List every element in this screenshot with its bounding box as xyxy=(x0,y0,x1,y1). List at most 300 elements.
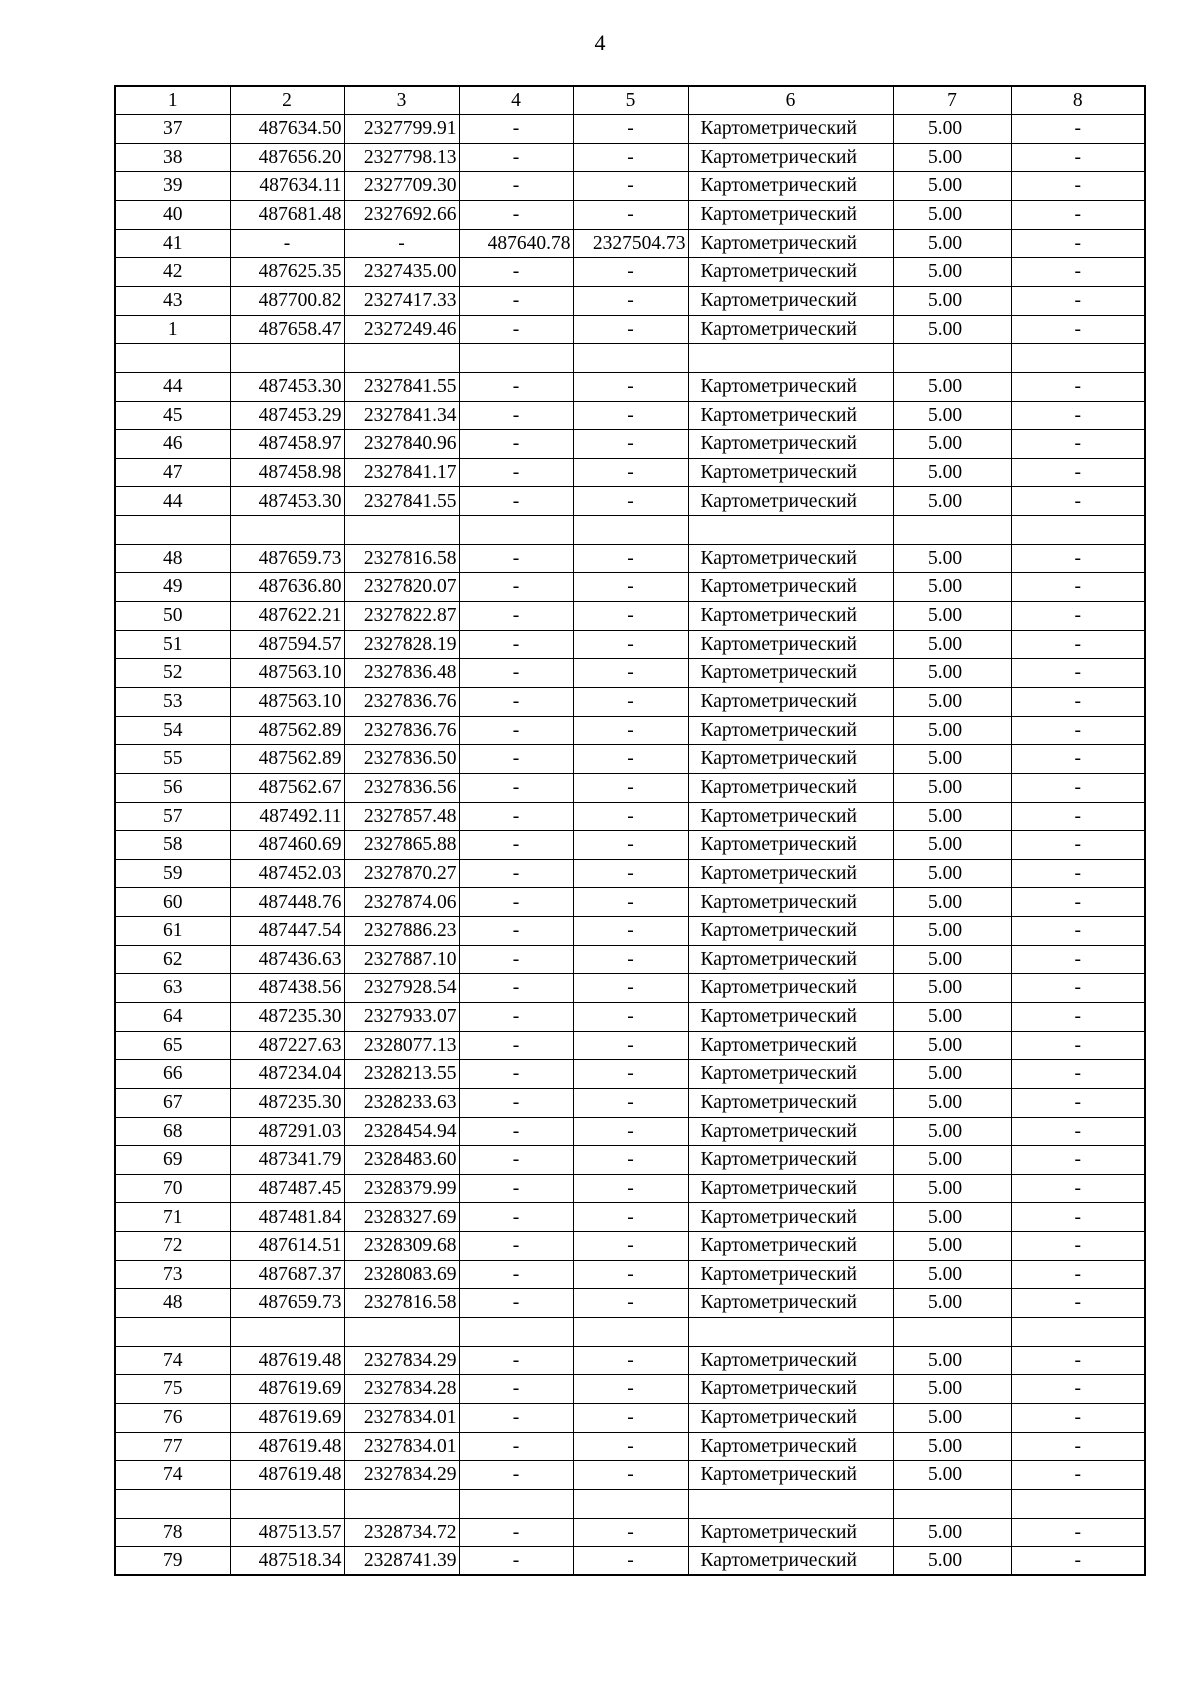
cell-y-coordinate: 2327834.01 xyxy=(344,1432,459,1461)
cell-x-coordinate-alt: - xyxy=(459,602,573,631)
cell-x-coordinate-alt: - xyxy=(459,458,573,487)
cell-point-number: 68 xyxy=(115,1117,230,1146)
cell-accuracy: 5.00 xyxy=(893,315,1011,344)
cell-determination-method: Картометрический xyxy=(688,1232,893,1261)
cell-point-number: 42 xyxy=(115,258,230,287)
cell-x-coordinate: 487458.98 xyxy=(230,458,344,487)
cell-y-coordinate: 2328083.69 xyxy=(344,1260,459,1289)
cell-y-coordinate-alt: - xyxy=(573,1432,688,1461)
cell-y-coordinate-alt: - xyxy=(573,1518,688,1547)
cell-description: - xyxy=(1011,115,1145,144)
cell-description: - xyxy=(1011,1518,1145,1547)
cell-accuracy: 5.00 xyxy=(893,1146,1011,1175)
table-row xyxy=(115,172,1145,201)
cell-description: - xyxy=(1011,1432,1145,1461)
cell-point-number: 40 xyxy=(115,201,230,230)
column-header-accuracy: 7 xyxy=(893,86,1011,115)
cell-y-coordinate: 2328327.69 xyxy=(344,1203,459,1232)
table-row xyxy=(115,1318,1145,1347)
cell-accuracy: 5.00 xyxy=(893,143,1011,172)
cell-y-coordinate: 2327799.91 xyxy=(344,115,459,144)
table-row xyxy=(115,1461,1145,1490)
cell-description: - xyxy=(1011,888,1145,917)
cell-determination-method: Картометрический xyxy=(688,1117,893,1146)
table-row xyxy=(115,344,1145,373)
column-header-y-coordinate-alt: 5 xyxy=(573,86,688,115)
table-row xyxy=(115,659,1145,688)
cell-x-coordinate: 487658.47 xyxy=(230,315,344,344)
table-row xyxy=(115,115,1145,144)
cell-point-number: 60 xyxy=(115,888,230,917)
cell-determination-method: Картометрический xyxy=(688,143,893,172)
cell-determination-method: Картометрический xyxy=(688,1060,893,1089)
cell-accuracy: 5.00 xyxy=(893,1203,1011,1232)
cell-x-coordinate-alt: - xyxy=(459,659,573,688)
cell-y-coordinate: 2327836.76 xyxy=(344,687,459,716)
cell-determination-method: Картометрический xyxy=(688,1203,893,1232)
cell-point-number: 63 xyxy=(115,974,230,1003)
table-row xyxy=(115,1088,1145,1117)
cell-description: - xyxy=(1011,1375,1145,1404)
cell-x-coordinate-alt: - xyxy=(459,1088,573,1117)
cell-point-number xyxy=(115,516,230,545)
cell-determination-method: Картометрический xyxy=(688,487,893,516)
cell-accuracy xyxy=(893,344,1011,373)
cell-y-coordinate: - xyxy=(344,229,459,258)
cell-x-coordinate: 487458.97 xyxy=(230,430,344,459)
cell-description: - xyxy=(1011,1146,1145,1175)
cell-y-coordinate-alt: - xyxy=(573,802,688,831)
cell-description xyxy=(1011,1489,1145,1518)
cell-description: - xyxy=(1011,859,1145,888)
cell-accuracy: 5.00 xyxy=(893,773,1011,802)
cell-y-coordinate: 2327840.96 xyxy=(344,430,459,459)
cell-point-number: 67 xyxy=(115,1088,230,1117)
cell-point-number xyxy=(115,344,230,373)
table-row xyxy=(115,917,1145,946)
cell-description: - xyxy=(1011,773,1145,802)
cell-description: - xyxy=(1011,372,1145,401)
cell-x-coordinate-alt: - xyxy=(459,974,573,1003)
cell-y-coordinate-alt: - xyxy=(573,143,688,172)
cell-accuracy: 5.00 xyxy=(893,1346,1011,1375)
cell-point-number: 73 xyxy=(115,1260,230,1289)
cell-accuracy: 5.00 xyxy=(893,229,1011,258)
cell-y-coordinate: 2327834.29 xyxy=(344,1346,459,1375)
cell-description: - xyxy=(1011,1088,1145,1117)
cell-description: - xyxy=(1011,945,1145,974)
cell-x-coordinate: 487634.50 xyxy=(230,115,344,144)
cell-x-coordinate: 487622.21 xyxy=(230,602,344,631)
cell-x-coordinate-alt: - xyxy=(459,1289,573,1318)
cell-x-coordinate-alt: - xyxy=(459,1031,573,1060)
cell-determination-method: Картометрический xyxy=(688,802,893,831)
cell-x-coordinate-alt: - xyxy=(459,1260,573,1289)
cell-accuracy xyxy=(893,516,1011,545)
cell-x-coordinate-alt: - xyxy=(459,1432,573,1461)
cell-x-coordinate-alt: - xyxy=(459,773,573,802)
cell-accuracy: 5.00 xyxy=(893,687,1011,716)
cell-point-number: 74 xyxy=(115,1346,230,1375)
cell-y-coordinate: 2327887.10 xyxy=(344,945,459,974)
cell-x-coordinate-alt xyxy=(459,516,573,545)
cell-x-coordinate-alt: - xyxy=(459,1003,573,1032)
cell-y-coordinate-alt xyxy=(573,344,688,373)
table-row xyxy=(115,773,1145,802)
column-header-x-coordinate: 2 xyxy=(230,86,344,115)
cell-y-coordinate: 2328309.68 xyxy=(344,1232,459,1261)
cell-description: - xyxy=(1011,1461,1145,1490)
cell-determination-method: Картометрический xyxy=(688,286,893,315)
cell-x-coordinate xyxy=(230,344,344,373)
cell-y-coordinate-alt: - xyxy=(573,1547,688,1576)
cell-accuracy xyxy=(893,1318,1011,1347)
cell-description: - xyxy=(1011,315,1145,344)
cell-description: - xyxy=(1011,1232,1145,1261)
table-row xyxy=(115,859,1145,888)
cell-y-coordinate xyxy=(344,1318,459,1347)
cell-y-coordinate-alt: - xyxy=(573,888,688,917)
cell-description: - xyxy=(1011,602,1145,631)
cell-description: - xyxy=(1011,201,1145,230)
cell-point-number: 48 xyxy=(115,544,230,573)
cell-determination-method: Картометрический xyxy=(688,401,893,430)
table-row xyxy=(115,831,1145,860)
cell-description: - xyxy=(1011,1346,1145,1375)
cell-y-coordinate-alt: - xyxy=(573,745,688,774)
cell-point-number: 39 xyxy=(115,172,230,201)
cell-determination-method: Картометрический xyxy=(688,1289,893,1318)
cell-y-coordinate-alt: - xyxy=(573,1346,688,1375)
cell-x-coordinate: 487453.30 xyxy=(230,372,344,401)
table-row xyxy=(115,1203,1145,1232)
table-row xyxy=(115,143,1145,172)
cell-determination-method: Картометрический xyxy=(688,372,893,401)
cell-x-coordinate: 487513.57 xyxy=(230,1518,344,1547)
cell-x-coordinate: 487700.82 xyxy=(230,286,344,315)
cell-x-coordinate-alt xyxy=(459,1318,573,1347)
cell-x-coordinate: 487687.37 xyxy=(230,1260,344,1289)
cell-accuracy: 5.00 xyxy=(893,888,1011,917)
cell-x-coordinate-alt: 487640.78 xyxy=(459,229,573,258)
cell-y-coordinate-alt: - xyxy=(573,1289,688,1318)
cell-y-coordinate-alt: - xyxy=(573,831,688,860)
cell-determination-method: Картометрический xyxy=(688,831,893,860)
cell-y-coordinate-alt: - xyxy=(573,859,688,888)
cell-determination-method: Картометрический xyxy=(688,1146,893,1175)
cell-y-coordinate-alt: - xyxy=(573,917,688,946)
cell-y-coordinate-alt: - xyxy=(573,1203,688,1232)
cell-x-coordinate-alt: - xyxy=(459,143,573,172)
cell-accuracy: 5.00 xyxy=(893,1375,1011,1404)
cell-y-coordinate: 2327841.55 xyxy=(344,487,459,516)
cell-y-coordinate-alt: - xyxy=(573,1146,688,1175)
cell-y-coordinate: 2327249.46 xyxy=(344,315,459,344)
cell-determination-method: Картометрический xyxy=(688,1003,893,1032)
cell-x-coordinate-alt: - xyxy=(459,1060,573,1089)
cell-x-coordinate: 487518.34 xyxy=(230,1547,344,1576)
cell-x-coordinate-alt: - xyxy=(459,1547,573,1576)
cell-y-coordinate-alt: - xyxy=(573,1375,688,1404)
cell-x-coordinate xyxy=(230,516,344,545)
table-row xyxy=(115,258,1145,287)
cell-determination-method: Картометрический xyxy=(688,201,893,230)
cell-x-coordinate: 487341.79 xyxy=(230,1146,344,1175)
cell-y-coordinate: 2328741.39 xyxy=(344,1547,459,1576)
cell-accuracy: 5.00 xyxy=(893,1432,1011,1461)
cell-determination-method xyxy=(688,344,893,373)
cell-point-number: 57 xyxy=(115,802,230,831)
cell-y-coordinate: 2327928.54 xyxy=(344,974,459,1003)
cell-y-coordinate-alt: - xyxy=(573,1088,688,1117)
table-row xyxy=(115,888,1145,917)
cell-point-number: 49 xyxy=(115,573,230,602)
cell-accuracy: 5.00 xyxy=(893,1461,1011,1490)
table-row xyxy=(115,1547,1145,1576)
cell-point-number: 51 xyxy=(115,630,230,659)
cell-point-number: 65 xyxy=(115,1031,230,1060)
cell-x-coordinate-alt: - xyxy=(459,286,573,315)
cell-x-coordinate-alt xyxy=(459,1489,573,1518)
cell-determination-method: Картометрический xyxy=(688,1088,893,1117)
cell-y-coordinate: 2328454.94 xyxy=(344,1117,459,1146)
cell-y-coordinate: 2328213.55 xyxy=(344,1060,459,1089)
cell-description xyxy=(1011,1318,1145,1347)
cell-y-coordinate-alt: - xyxy=(573,1117,688,1146)
table-row xyxy=(115,286,1145,315)
cell-y-coordinate-alt: - xyxy=(573,172,688,201)
cell-y-coordinate xyxy=(344,1489,459,1518)
cell-x-coordinate: 487492.11 xyxy=(230,802,344,831)
cell-determination-method: Картометрический xyxy=(688,172,893,201)
cell-y-coordinate: 2327886.23 xyxy=(344,917,459,946)
cell-y-coordinate-alt: - xyxy=(573,974,688,1003)
cell-point-number: 71 xyxy=(115,1203,230,1232)
cell-determination-method: Картометрический xyxy=(688,458,893,487)
cell-description: - xyxy=(1011,1260,1145,1289)
cell-y-coordinate: 2327836.50 xyxy=(344,745,459,774)
cell-accuracy: 5.00 xyxy=(893,201,1011,230)
cell-y-coordinate-alt: - xyxy=(573,286,688,315)
cell-determination-method: Картометрический xyxy=(688,917,893,946)
cell-y-coordinate-alt: - xyxy=(573,1031,688,1060)
cell-x-coordinate-alt: - xyxy=(459,1461,573,1490)
cell-point-number: 62 xyxy=(115,945,230,974)
cell-x-coordinate xyxy=(230,1318,344,1347)
cell-y-coordinate: 2328077.13 xyxy=(344,1031,459,1060)
cell-accuracy: 5.00 xyxy=(893,859,1011,888)
cell-x-coordinate-alt: - xyxy=(459,716,573,745)
cell-determination-method: Картометрический xyxy=(688,1031,893,1060)
cell-y-coordinate-alt: - xyxy=(573,659,688,688)
cell-y-coordinate-alt: - xyxy=(573,1232,688,1261)
cell-y-coordinate: 2327828.19 xyxy=(344,630,459,659)
cell-point-number: 52 xyxy=(115,659,230,688)
cell-x-coordinate: 487438.56 xyxy=(230,974,344,1003)
cell-description: - xyxy=(1011,802,1145,831)
cell-point-number: 54 xyxy=(115,716,230,745)
cell-y-coordinate: 2327841.34 xyxy=(344,401,459,430)
table-row xyxy=(115,1003,1145,1032)
column-header-determination-method: 6 xyxy=(688,86,893,115)
cell-point-number: 79 xyxy=(115,1547,230,1576)
table-row xyxy=(115,1232,1145,1261)
table-row xyxy=(115,372,1145,401)
cell-point-number: 61 xyxy=(115,917,230,946)
cell-accuracy: 5.00 xyxy=(893,831,1011,860)
cell-determination-method: Картометрический xyxy=(688,1260,893,1289)
cell-x-coordinate: 487562.89 xyxy=(230,716,344,745)
cell-determination-method: Картометрический xyxy=(688,888,893,917)
cell-determination-method: Картометрический xyxy=(688,258,893,287)
cell-description: - xyxy=(1011,401,1145,430)
cell-determination-method: Картометрический xyxy=(688,1461,893,1490)
cell-x-coordinate: 487291.03 xyxy=(230,1117,344,1146)
cell-accuracy: 5.00 xyxy=(893,115,1011,144)
cell-y-coordinate-alt: - xyxy=(573,1260,688,1289)
cell-x-coordinate: 487619.48 xyxy=(230,1461,344,1490)
cell-x-coordinate: 487634.11 xyxy=(230,172,344,201)
cell-point-number: 38 xyxy=(115,143,230,172)
cell-description: - xyxy=(1011,1174,1145,1203)
cell-accuracy: 5.00 xyxy=(893,172,1011,201)
cell-y-coordinate-alt: - xyxy=(573,602,688,631)
cell-accuracy: 5.00 xyxy=(893,945,1011,974)
cell-y-coordinate: 2327836.48 xyxy=(344,659,459,688)
cell-y-coordinate-alt: - xyxy=(573,716,688,745)
cell-x-coordinate-alt: - xyxy=(459,573,573,602)
table-row xyxy=(115,1346,1145,1375)
cell-x-coordinate: 487460.69 xyxy=(230,831,344,860)
table-row xyxy=(115,1146,1145,1175)
cell-point-number: 55 xyxy=(115,745,230,774)
cell-y-coordinate: 2327417.33 xyxy=(344,286,459,315)
cell-accuracy: 5.00 xyxy=(893,974,1011,1003)
cell-determination-method xyxy=(688,1318,893,1347)
cell-y-coordinate-alt: - xyxy=(573,258,688,287)
cell-x-coordinate: 487656.20 xyxy=(230,143,344,172)
cell-determination-method: Картометрический xyxy=(688,430,893,459)
cell-y-coordinate: 2327841.17 xyxy=(344,458,459,487)
cell-determination-method: Картометрический xyxy=(688,229,893,258)
cell-description: - xyxy=(1011,286,1145,315)
cell-description: - xyxy=(1011,458,1145,487)
cell-accuracy: 5.00 xyxy=(893,458,1011,487)
cell-x-coordinate xyxy=(230,1489,344,1518)
cell-x-coordinate-alt: - xyxy=(459,172,573,201)
cell-y-coordinate-alt: - xyxy=(573,458,688,487)
cell-x-coordinate: 487234.04 xyxy=(230,1060,344,1089)
cell-accuracy: 5.00 xyxy=(893,1403,1011,1432)
cell-x-coordinate-alt: - xyxy=(459,115,573,144)
cell-x-coordinate-alt: - xyxy=(459,372,573,401)
cell-determination-method: Картометрический xyxy=(688,630,893,659)
cell-x-coordinate: 487563.10 xyxy=(230,687,344,716)
cell-x-coordinate-alt: - xyxy=(459,430,573,459)
cell-description: - xyxy=(1011,917,1145,946)
cell-x-coordinate-alt: - xyxy=(459,945,573,974)
cell-y-coordinate: 2328379.99 xyxy=(344,1174,459,1203)
cell-y-coordinate-alt xyxy=(573,516,688,545)
cell-accuracy: 5.00 xyxy=(893,745,1011,774)
cell-x-coordinate: 487453.30 xyxy=(230,487,344,516)
cell-point-number: 70 xyxy=(115,1174,230,1203)
cell-accuracy: 5.00 xyxy=(893,573,1011,602)
cell-y-coordinate: 2327865.88 xyxy=(344,831,459,860)
cell-x-coordinate: 487447.54 xyxy=(230,917,344,946)
cell-determination-method: Картометрический xyxy=(688,544,893,573)
table-row xyxy=(115,1174,1145,1203)
cell-y-coordinate: 2327836.76 xyxy=(344,716,459,745)
table-row xyxy=(115,430,1145,459)
cell-accuracy: 5.00 xyxy=(893,430,1011,459)
cell-determination-method xyxy=(688,516,893,545)
cell-description: - xyxy=(1011,143,1145,172)
table-row xyxy=(115,544,1145,573)
table-row xyxy=(115,487,1145,516)
cell-determination-method: Картометрический xyxy=(688,974,893,1003)
cell-y-coordinate: 2327834.01 xyxy=(344,1403,459,1432)
cell-point-number: 50 xyxy=(115,602,230,631)
cell-accuracy: 5.00 xyxy=(893,1060,1011,1089)
cell-point-number: 69 xyxy=(115,1146,230,1175)
cell-description: - xyxy=(1011,172,1145,201)
cell-description: - xyxy=(1011,229,1145,258)
cell-description: - xyxy=(1011,745,1145,774)
cell-y-coordinate: 2328233.63 xyxy=(344,1088,459,1117)
cell-x-coordinate: 487594.57 xyxy=(230,630,344,659)
cell-x-coordinate-alt: - xyxy=(459,917,573,946)
cell-point-number: 75 xyxy=(115,1375,230,1404)
cell-determination-method: Картометрический xyxy=(688,115,893,144)
cell-y-coordinate: 2327857.48 xyxy=(344,802,459,831)
cell-x-coordinate: 487235.30 xyxy=(230,1088,344,1117)
cell-y-coordinate: 2327841.55 xyxy=(344,372,459,401)
table-row xyxy=(115,687,1145,716)
cell-y-coordinate-alt xyxy=(573,1318,688,1347)
cell-accuracy: 5.00 xyxy=(893,602,1011,631)
cell-determination-method: Картометрический xyxy=(688,1346,893,1375)
cell-accuracy: 5.00 xyxy=(893,487,1011,516)
cell-x-coordinate: 487563.10 xyxy=(230,659,344,688)
page-number: 4 xyxy=(594,30,606,55)
cell-determination-method: Картометрический xyxy=(688,1432,893,1461)
cell-determination-method: Картометрический xyxy=(688,1547,893,1576)
cell-determination-method: Картометрический xyxy=(688,602,893,631)
cell-x-coordinate-alt: - xyxy=(459,745,573,774)
column-header-x-coordinate-alt: 4 xyxy=(459,86,573,115)
cell-y-coordinate-alt: - xyxy=(573,487,688,516)
table-row xyxy=(115,1060,1145,1089)
cell-x-coordinate-alt: - xyxy=(459,315,573,344)
cell-y-coordinate: 2327435.00 xyxy=(344,258,459,287)
cell-accuracy: 5.00 xyxy=(893,917,1011,946)
cell-accuracy: 5.00 xyxy=(893,1518,1011,1547)
cell-y-coordinate-alt: - xyxy=(573,315,688,344)
cell-point-number xyxy=(115,1489,230,1518)
cell-description: - xyxy=(1011,1203,1145,1232)
cell-point-number xyxy=(115,1318,230,1347)
cell-accuracy: 5.00 xyxy=(893,1003,1011,1032)
cell-y-coordinate: 2327933.07 xyxy=(344,1003,459,1032)
cell-y-coordinate: 2327822.87 xyxy=(344,602,459,631)
cell-description: - xyxy=(1011,544,1145,573)
cell-point-number: 41 xyxy=(115,229,230,258)
cell-x-coordinate: 487562.89 xyxy=(230,745,344,774)
table-row xyxy=(115,630,1145,659)
cell-accuracy: 5.00 xyxy=(893,1547,1011,1576)
cell-accuracy: 5.00 xyxy=(893,1088,1011,1117)
